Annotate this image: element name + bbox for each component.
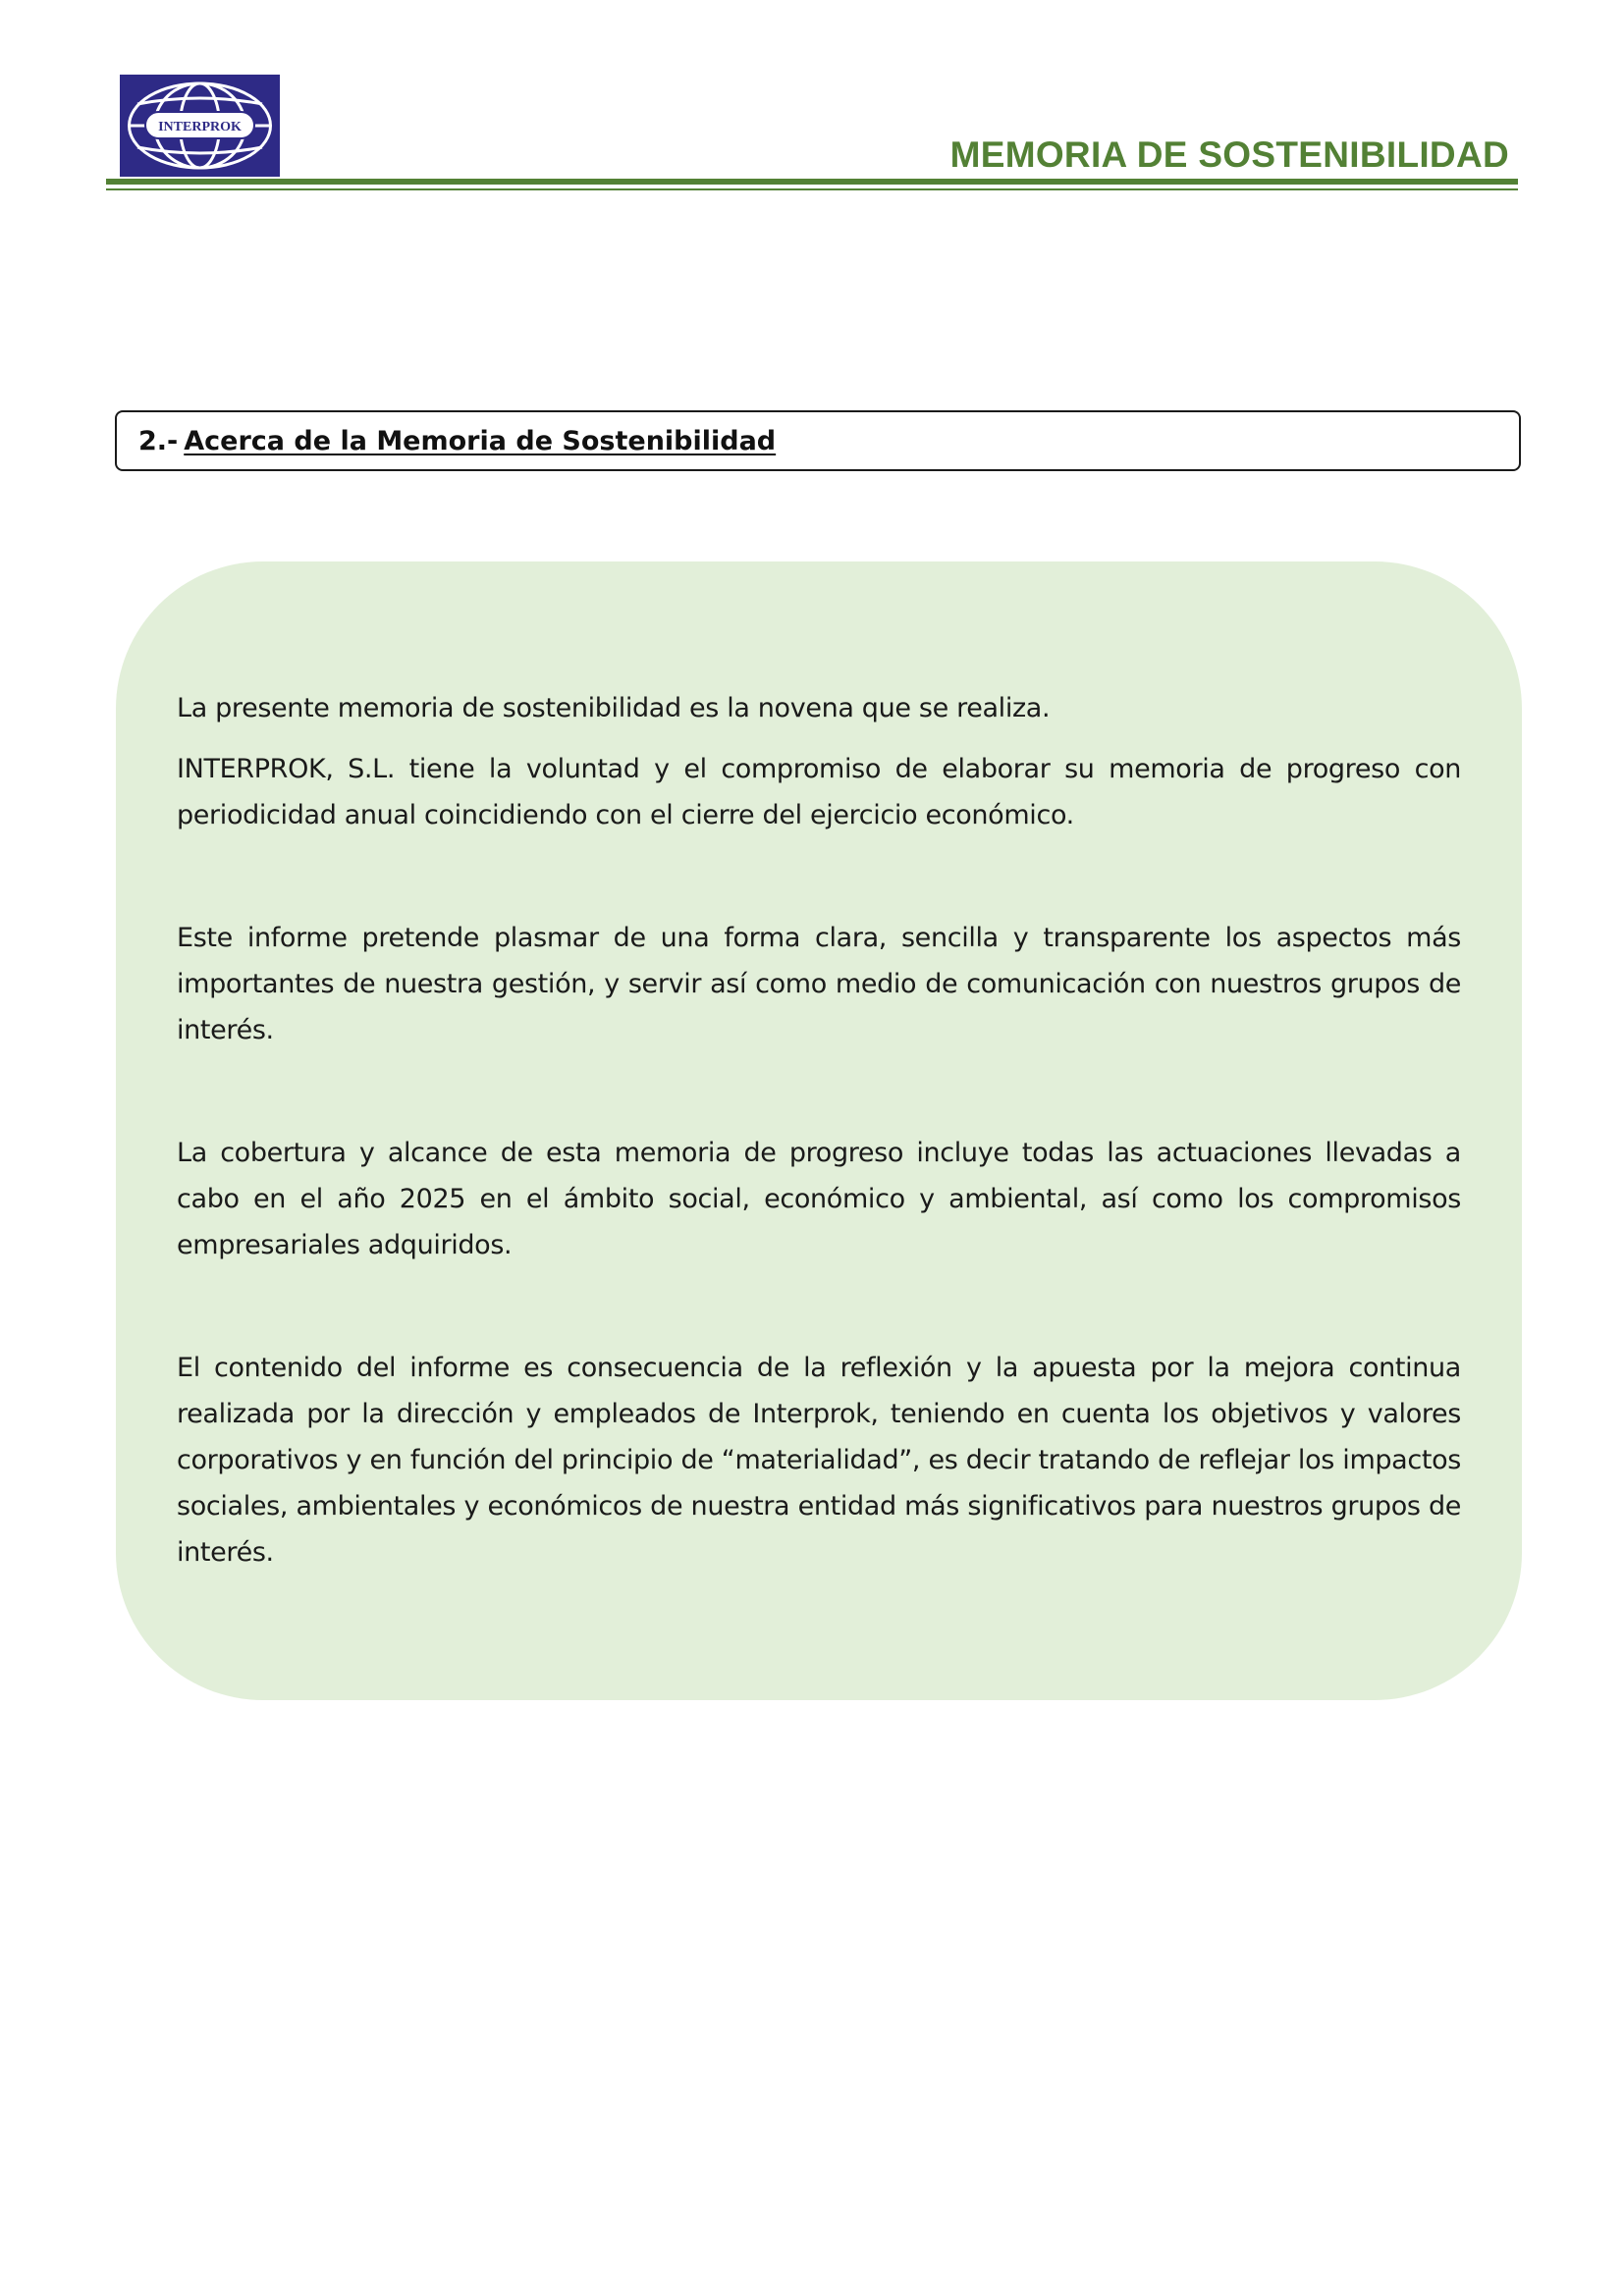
section-number: 2.- — [138, 425, 179, 456]
section-title: Acerca de la Memoria de Sostenibilidad — [184, 425, 777, 456]
document-title: MEMORIA DE SOSTENIBILIDAD — [949, 134, 1509, 175]
content-body — [177, 685, 1461, 1575]
paragraph: Este informe pretende plasmar de una forma clara, sencilla y transparente los aspectos más importantes de nuestra gestión, y servir así como medio de comunicación con nuestros grupos de interés. — [177, 923, 1461, 1045]
header-divider-thin — [106, 188, 1518, 190]
logo-text: INTERPROK — [158, 120, 242, 134]
paragraph: El contenido del informe es consecuencia de la reflexión y la apuesta por la mejora continua realizada por la dirección y empleados de Interprok, teniendo en cuenta los objetivos y valores corporativos y en función del principio de “materialidad”, es decir tratando de reflejar los impactos sociales, ambientales y económicos de nuestra entidad más significativos para nuestros grupos de interés. — [177, 1353, 1461, 1568]
paragraph: La presente memoria de sostenibilidad es la novena que se realiza. — [177, 693, 1051, 723]
globe-logo-icon — [120, 75, 280, 177]
company-logo — [120, 75, 280, 177]
paragraph: La cobertura y alcance de esta memoria de progreso incluye todas las actuaciones llevadas a cabo en el año 2025 en el ámbito social, económico y ambiental, así como los compromisos empresariales adquiridos. — [177, 1138, 1461, 1260]
section-heading — [115, 410, 1521, 471]
paragraph: INTERPROK, S.L. tiene la voluntad y el compromiso de elaborar su memoria de progreso con periodicidad anual coincidiendo con el cierre del ejercicio económico. — [177, 754, 1461, 830]
header-divider-thick — [106, 179, 1518, 185]
